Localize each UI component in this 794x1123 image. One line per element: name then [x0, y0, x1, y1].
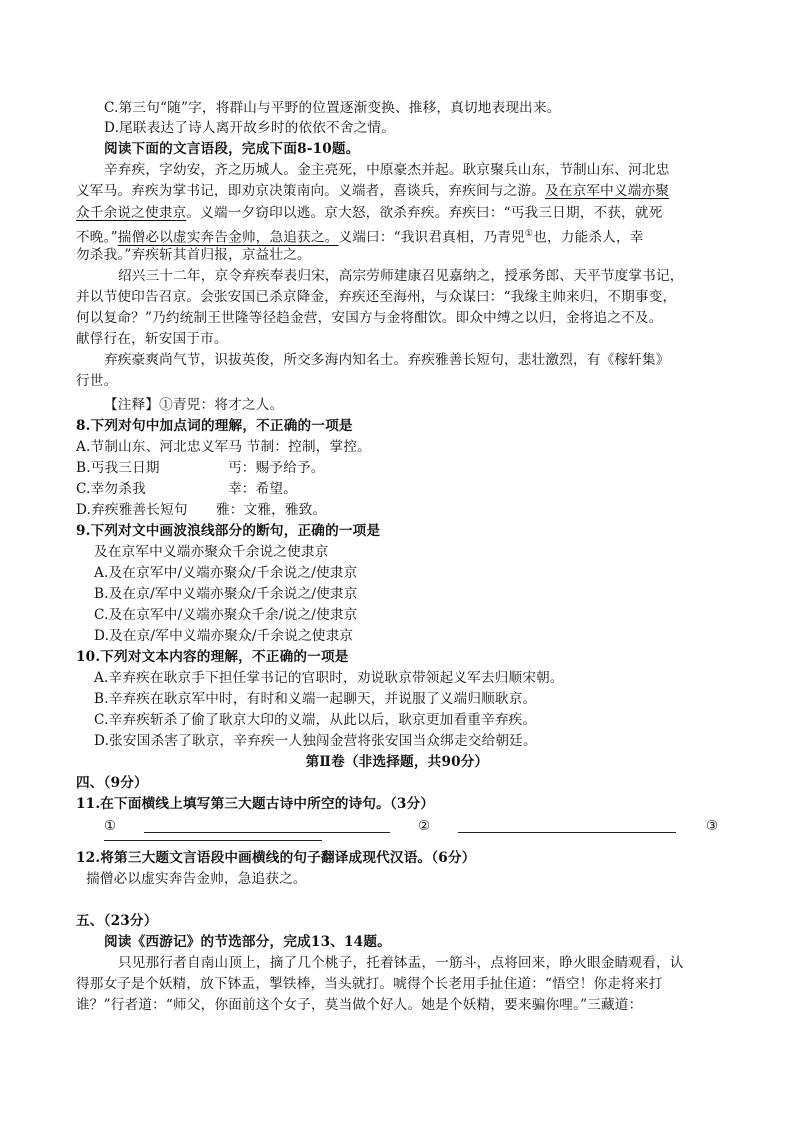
xiyouji-intro: 阅读《西游记》的节选部分，完成13、14题。	[104, 934, 391, 950]
p1-line-4-text-c: 义端曰：“我识君真相，乃青兕	[338, 229, 525, 246]
q12-stem: 12.将第三大题文言语段中画横线的句子翻译成现代汉语。（6分）	[76, 850, 476, 866]
p1-line-3-text: 。义端一夕窃印以逃。京大怒，欲杀弃疾。弃疾曰：“丐我三日期，不获，就死	[186, 205, 663, 221]
part-two-heading: 第Ⅱ卷（非选择题，共90分）	[305, 754, 489, 770]
p1-line-5: 勿杀我。”弃疾斩其首归报，京益壮之。	[76, 247, 311, 263]
q8-option-d-sentence: D.弃疾雅善长短句	[76, 502, 188, 518]
q10-stem: 10.下列对文本内容的理解，不正确的一项是	[76, 649, 349, 665]
q9-option-a: A.及在京军中/义端亦聚众/千余说之/使隶京	[94, 565, 358, 581]
q12-sentence: 揣僧必以虚实奔告金帅，急追获之。	[86, 871, 307, 887]
q8-option-b-meaning: 丐：赐予给予。	[228, 460, 325, 476]
q8-option-c-sentence: C.幸勿杀我	[76, 481, 146, 497]
q10-option-d: D.张安国杀害了耿京，辛弃疾一人独闯金营将张安国当众绑走交给朝廷。	[94, 733, 537, 749]
section-four-heading: 四、（9分）	[76, 775, 148, 791]
p1-line-3	[76, 203, 663, 223]
underlined-sentence: 揣僧必以虚实奔告金帅，急追获之。	[117, 229, 339, 246]
classical-intro: 阅读下面的文言语段，完成下面8-10题。	[104, 141, 360, 157]
p3-line-1: 弃疾豪爽尚气节，识拔英俊，所交多海内知名士。弃疾雅善长短句，悲壮激烈，有《稼轩集》	[104, 352, 670, 368]
answer-line-3[interactable]	[104, 826, 322, 841]
q8-option-c	[76, 479, 297, 499]
q7-option-d: D.尾联表达了诗人离开故乡时的依依不舍之情。	[104, 120, 396, 136]
q9-option-d: D.及在京/军中义端亦聚众/千余说之使隶京	[94, 628, 354, 644]
q8-stem: 8.下列对句中加点词的理解，不正确的一项是	[76, 418, 353, 434]
xiyouji-line-3: 谁？”行者道：“师父，你面前这个女子，莫当做个好人。她是个妖精，要来骗你哩。”三藏道：	[76, 997, 643, 1013]
blank-marker-2: ②	[418, 818, 431, 834]
q8-option-c-meaning: 幸：希望。	[228, 481, 297, 497]
footnote-marker: ①	[524, 229, 534, 239]
wavy-sentence-part-1: 及在京军中义端亦聚	[545, 183, 670, 199]
p1-line-1: 辛弃疾，字幼安，齐之历城人。金主亮死，中原豪杰并起。耿京聚兵山东，节制山东、河北忠	[104, 162, 670, 178]
wavy-sentence-part-2: 众千余说之使隶京	[76, 205, 187, 221]
q8-option-a: A.节制山东、河北忠义军马 节制：控制，掌控。	[76, 439, 371, 455]
section-five-heading: 五、（23分）	[76, 913, 158, 929]
q9-option-c: C.及在京军中/义端亦聚众千余/说之/使隶京	[94, 607, 358, 623]
p1-line-4	[76, 224, 644, 248]
q9-stem: 9.下列对文中画波浪线部分的断句，正确的一项是	[76, 523, 381, 539]
p1-line-2	[76, 181, 669, 201]
p2-line-1: 绍兴三十二年，京令弃疾奉表归宋，高宗劳师建康召见嘉纳之，授承务郎、天平节度掌书记，	[118, 268, 684, 284]
p2-line-2: 并以节使印告召京。会张安国已杀京降金，弃疾还至海州，与众谋曰：“我缘主帅来归，不期事变，	[76, 289, 677, 305]
p1-line-4-text-d: 也，力能杀人，幸	[533, 229, 644, 246]
p1-line-2-text: 义军马。弃疾为掌书记，即劝京决策南向。义端者，喜谈兵，弃疾间与之游。	[76, 183, 545, 199]
xiyouji-line-2: 得那女子是个妖精，放下钵盂，掣铁棒，当头就打。唬得个长老用手扯住道：“悟空！你走将来打	[76, 976, 663, 992]
q8-option-b	[76, 458, 325, 478]
q8-option-d-meaning: 雅：文雅，雅致。	[216, 502, 327, 518]
blank-marker-1: ①	[104, 818, 117, 834]
annotation-note: 【注释】①青兕：将才之人。	[104, 397, 284, 413]
answer-line-2[interactable]	[458, 818, 676, 833]
p2-line-3: 何以复命？”乃约统制王世隆等径趋金营，安国方与金将酣饮。即众中缚之以归，金将追之不及。	[76, 310, 663, 326]
q10-option-a: A.辛弃疾在耿京手下担任掌书记的官职时，劝说耿京带领起义军去归顺宋朝。	[94, 670, 564, 686]
p1-line-4-text-a: 不晚。”	[76, 229, 118, 246]
q10-option-c: C.辛弃疾斩杀了偷了耿京大印的义端，从此以后，耿京更加看重辛弃疾。	[94, 712, 537, 728]
q8-option-b-sentence: B.丐我三日期	[76, 460, 160, 476]
p2-line-4: 献俘行在，斩安国于市。	[76, 331, 228, 347]
p3-line-2: 行世。	[76, 373, 118, 389]
q11-stem: 11.在下面横线上填写第三大题古诗中所空的诗句。（3分）	[76, 796, 435, 812]
blank-marker-3: ③	[706, 818, 719, 834]
q9-sentence: 及在京军中义端亦聚众千余说之使隶京	[94, 544, 329, 560]
xiyouji-line-1: 只见那行者自南山顶上，摘了几个桃子，托着钵盂，一筋斗，点将回来，睁火眼金睛观看，认	[118, 955, 684, 971]
q8-option-d	[76, 500, 327, 520]
q9-option-b: B.及在京/军中义端亦聚众/千余说之/使隶京	[94, 586, 358, 602]
q7-option-c: C.第三句“随”字，将群山与平野的位置逐渐变换、推移，真切地表现出来。	[104, 100, 561, 116]
q10-option-b: B.辛弃疾在耿京军中时，有时和义端一起聊天，并说服了义端归顺耿京。	[94, 691, 537, 707]
